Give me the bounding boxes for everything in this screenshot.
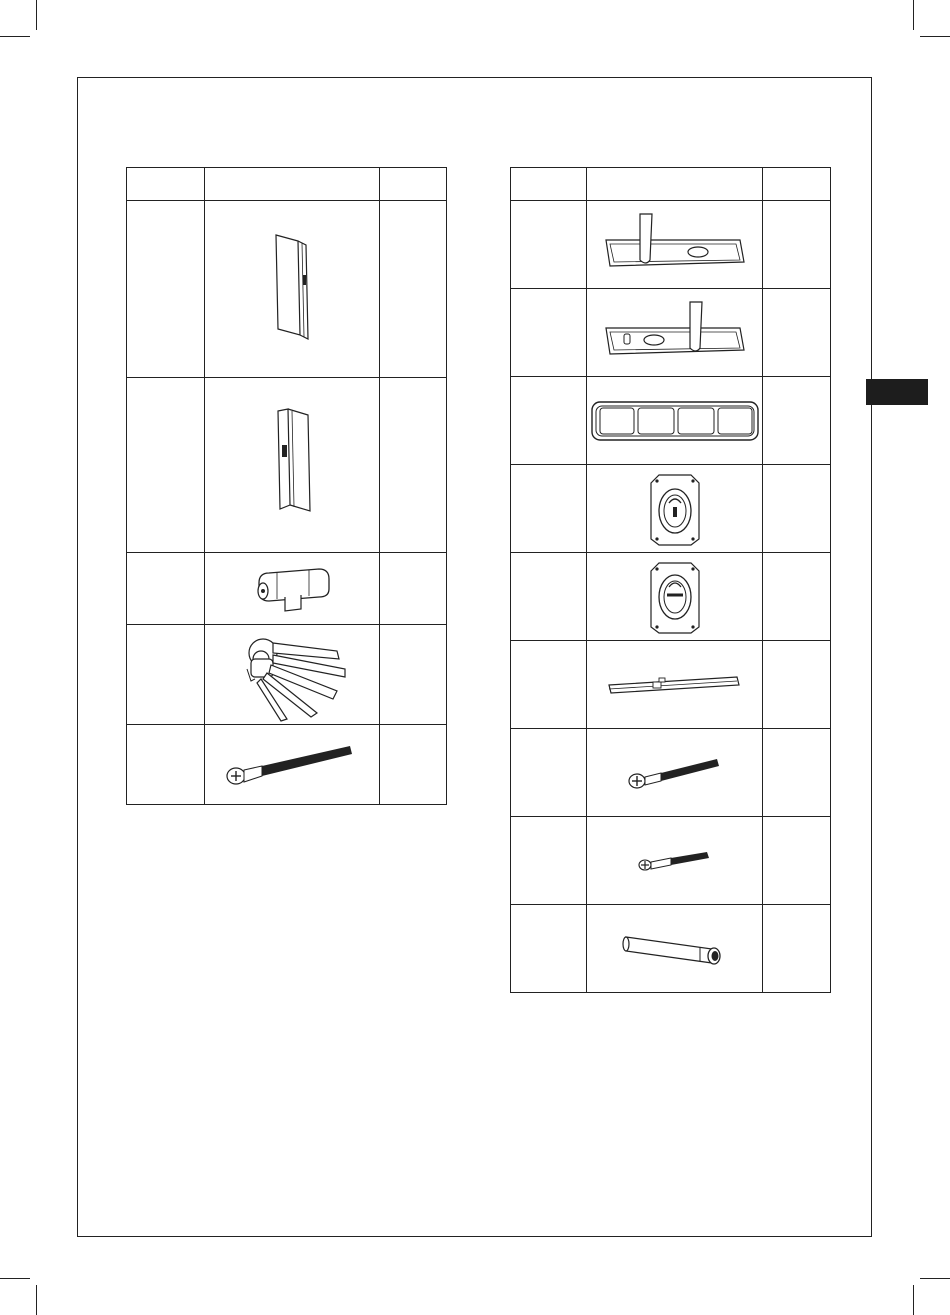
header-item-cell — [127, 168, 205, 201]
crop-mark — [0, 36, 30, 37]
table-row — [511, 729, 831, 817]
parts-table-left — [126, 167, 447, 805]
table-row — [511, 553, 831, 641]
item-cell — [511, 465, 587, 553]
table-row — [511, 641, 831, 729]
header-image-cell — [205, 168, 380, 201]
spindle-tube-icon — [620, 929, 730, 969]
image-cell — [205, 725, 380, 805]
crop-mark — [0, 1278, 30, 1279]
qty-cell — [380, 625, 447, 725]
item-cell — [511, 729, 587, 817]
item-cell — [127, 201, 205, 378]
qty-cell — [380, 725, 447, 805]
table-row — [127, 725, 447, 805]
table-row — [511, 465, 831, 553]
image-cell — [587, 553, 763, 641]
short-screw-icon — [637, 846, 713, 876]
escutcheon-plate-a-icon — [645, 469, 705, 549]
qty-cell — [380, 201, 447, 378]
image-cell — [587, 465, 763, 553]
table-row — [511, 289, 831, 377]
connecting-bar-icon — [605, 665, 745, 705]
table-row — [511, 817, 831, 905]
crop-mark — [913, 0, 914, 30]
item-cell — [511, 641, 587, 729]
long-screw-icon — [222, 740, 362, 790]
table-row — [127, 553, 447, 625]
table-header-row — [127, 168, 447, 201]
item-cell — [511, 377, 587, 465]
table-row — [511, 201, 831, 289]
header-image-cell — [587, 168, 763, 201]
item-cell — [511, 201, 587, 289]
hinge-plate-right-icon — [600, 300, 750, 366]
parts-table-right — [510, 167, 831, 993]
image-cell — [587, 289, 763, 377]
item-cell — [127, 725, 205, 805]
mounting-frame-icon — [590, 396, 760, 446]
crop-mark — [920, 36, 950, 37]
image-cell — [587, 905, 763, 993]
image-cell — [587, 377, 763, 465]
qty-cell — [763, 905, 831, 993]
escutcheon-plate-b-icon — [645, 557, 705, 637]
image-cell — [587, 201, 763, 289]
item-cell — [127, 553, 205, 625]
qty-cell — [763, 729, 831, 817]
qty-cell — [380, 378, 447, 553]
qty-cell — [763, 817, 831, 905]
crop-mark — [913, 1285, 914, 1315]
crop-mark — [36, 1285, 37, 1315]
table-header-row — [511, 168, 831, 201]
image-cell — [587, 641, 763, 729]
qty-cell — [763, 641, 831, 729]
image-cell — [205, 378, 380, 553]
table-row — [127, 201, 447, 378]
medium-screw-icon — [625, 753, 725, 793]
table-row — [127, 378, 447, 553]
qty-cell — [763, 377, 831, 465]
image-cell — [587, 817, 763, 905]
lock-cylinder-icon — [247, 561, 337, 617]
qty-cell — [380, 553, 447, 625]
key-set-icon — [227, 629, 357, 721]
crop-mark — [36, 0, 37, 30]
door-panel-right-icon — [262, 405, 322, 525]
image-cell — [587, 729, 763, 817]
item-cell — [511, 553, 587, 641]
image-cell — [205, 201, 380, 378]
crop-mark — [920, 1278, 950, 1279]
item-cell — [511, 289, 587, 377]
table-row — [511, 377, 831, 465]
side-tab — [866, 379, 928, 405]
item-cell — [511, 817, 587, 905]
door-panel-left-icon — [262, 229, 322, 349]
qty-cell — [763, 465, 831, 553]
table-row — [511, 905, 831, 993]
image-cell — [205, 553, 380, 625]
item-cell — [127, 378, 205, 553]
header-qty-cell — [380, 168, 447, 201]
header-item-cell — [511, 168, 587, 201]
hinge-plate-left-icon — [600, 212, 750, 278]
qty-cell — [763, 201, 831, 289]
qty-cell — [763, 553, 831, 641]
image-cell — [205, 625, 380, 725]
item-cell — [511, 905, 587, 993]
item-cell — [127, 625, 205, 725]
header-qty-cell — [763, 168, 831, 201]
table-row — [127, 625, 447, 725]
qty-cell — [763, 289, 831, 377]
